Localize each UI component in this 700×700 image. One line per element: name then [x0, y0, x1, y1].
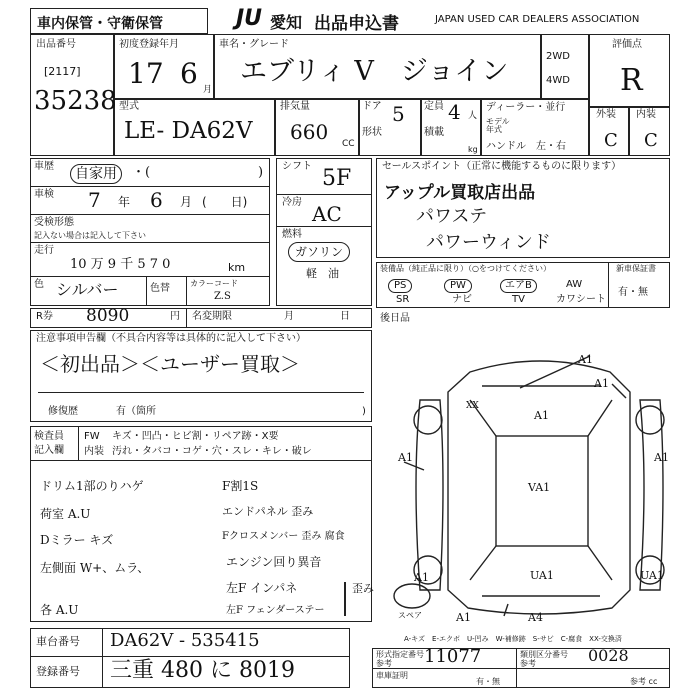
reg-month: 6 [180, 57, 198, 90]
first-reg-label: 初度登録年月 [119, 39, 179, 50]
inspector-label-1: 検査員 [34, 431, 64, 442]
color-label: 色 [34, 279, 44, 290]
change-day: 日 [340, 311, 350, 322]
inspect-note-r5: 左F インパネ [226, 581, 298, 595]
damage-mark-9: UA1 [530, 569, 554, 582]
damage-mark-12: A4 [528, 611, 543, 624]
damage-mark-3: XX [466, 401, 479, 411]
insp-year-unit: 年 [118, 195, 131, 209]
storage-tag-text: 車内保管・守衛保管 [37, 16, 163, 32]
fuel-alt: 軽 油 [306, 267, 339, 280]
mileage-unit: km [228, 261, 246, 274]
damage-mark-2: A1 [594, 377, 609, 390]
lot-label: 出品番号 [36, 39, 76, 50]
eq-seat: カワシート [556, 294, 606, 305]
displacement-label: 排気量 [280, 101, 310, 112]
model-value: LE- DA62V [124, 118, 253, 144]
insp-year: 7 [88, 188, 101, 212]
logo-city: 愛知 [270, 13, 303, 32]
type-cert-label: 形式指定番号 [376, 650, 424, 659]
insp-month: 6 [150, 188, 163, 212]
lot-small: [2117] [44, 65, 81, 78]
color-code-label: カラーコード [190, 279, 238, 288]
notes-text: ＜初出品＞＜ユーザー買取＞ [40, 352, 300, 376]
interior-label: 内装 [636, 109, 656, 120]
inspect-note-3: Dミラー キズ [40, 533, 114, 547]
rear-items-label: 後日品 [380, 313, 410, 324]
fw-items: キズ・凹凸・ヒビ割・リペア跡・X要 [112, 431, 279, 442]
load-label: 積載 [424, 127, 444, 138]
type-cert-value: 11077 [424, 646, 482, 667]
drive-2wd: 2WD [546, 51, 570, 62]
recycle-label: R券 [36, 311, 53, 322]
shift-label: シフト [282, 161, 312, 172]
warranty-value: 有・無 [618, 287, 648, 298]
sales-points-label: セールスポイント（正常に機能するものに限ります） [382, 161, 622, 172]
repair-value: 有（箇所 [116, 406, 156, 417]
damage-mark-10: UA1 [640, 569, 664, 582]
dealer-label: ディーラー・並行 [486, 102, 566, 113]
displacement-unit: CC [342, 139, 355, 149]
damage-mark-8: A1 [414, 571, 429, 584]
chassis-value: DA62V - 535415 [110, 630, 260, 651]
inspect-note-r2: エンドパネル 歪み [222, 505, 314, 518]
inspect-note-r3: Fクロスメンバー 歪み 腐食 [222, 531, 345, 542]
interior-inspect-label: 内装 [84, 446, 104, 457]
damage-mark-1: A1 [578, 353, 593, 366]
exterior-label: 外装 [596, 109, 616, 120]
spare-label: スペア [398, 611, 422, 620]
fw-label: FW [84, 431, 100, 442]
ref-cc: 参考 cc [630, 677, 658, 686]
form-title: 出品申込書 [314, 14, 399, 34]
sales-point-2: パワーウィンド [426, 232, 551, 253]
exterior-grade: C [604, 130, 618, 151]
insp-day: ( 日) [202, 195, 248, 209]
damage-mark-7: A1 [654, 451, 669, 464]
drive-4wd: 4WD [546, 75, 570, 86]
recycle-unit: 円 [170, 311, 180, 322]
change-deadline-label: 名変期限 [192, 311, 232, 322]
color-code-value: Z.S [214, 291, 231, 302]
class-value: 0028 [588, 646, 629, 665]
inspect-note-4: 左側面 W+、ムラ、 [40, 561, 150, 575]
inspection-label: 車検 [34, 189, 54, 200]
car-name: エブリィ V ジョイン [240, 56, 509, 87]
damage-mark-5: A1 [398, 451, 413, 464]
capacity-unit: 人 [468, 111, 478, 121]
inspect-note-r6: 左F フェンダーステー [226, 605, 325, 616]
damage-mark-11: A1 [456, 611, 471, 624]
color-value: シルバー [56, 280, 119, 299]
inspect-note-r4: エンジン回り異音 [226, 555, 322, 569]
month-unit: 月 [203, 85, 213, 95]
recycle-value: 8090 [86, 306, 130, 326]
eq-sr: SR [396, 294, 410, 305]
inspect-note-2: 荷室 A.U [40, 507, 91, 521]
eq-aw: AW [566, 279, 583, 290]
inspect-note-r1: F割1S [222, 479, 259, 493]
capacity-label: 定員 [424, 101, 444, 112]
damage-legend: A-キズ E-エクボ U-凹み W-補修跡 S-サビ C-腐食 XX-交換済 [404, 635, 622, 643]
handle-label: ハンドル 左・右 [486, 141, 566, 152]
class-ref: 参考 [520, 659, 536, 668]
eq-tv: TV [512, 294, 525, 305]
damage-mark-6: VA1 [528, 481, 551, 494]
chassis-label: 車台番号 [36, 635, 80, 648]
fuel-value: ガソリン [288, 242, 350, 262]
lot-number: 35238 [34, 86, 117, 116]
fuel-label: 燃料 [282, 229, 302, 240]
aircon-label: 冷房 [282, 197, 302, 208]
inspect-note-r-side: 歪み [352, 582, 374, 595]
plate-value: 三重 480 に 8019 [110, 658, 295, 683]
capacity-value: 4 [448, 100, 461, 124]
usage-close: ) [258, 165, 264, 180]
shift-value: 5F [322, 166, 352, 191]
car-name-label: 車名・グレード [219, 39, 289, 50]
notes-label: 注意事項申告欄（不具合内容等は具体的に記入して下さい） [36, 333, 306, 344]
interior-inspect-items: 汚れ・タバコ・コゲ・穴・スレ・キレ・破レ [112, 446, 312, 457]
displacement-value: 660 [290, 120, 329, 144]
reg-year: 17 [128, 57, 164, 90]
doors-label: ドア [362, 101, 382, 112]
warranty-label: 新車保証書 [616, 264, 656, 273]
eq-pw: PW [444, 279, 472, 293]
doors-value: 5 [392, 102, 405, 126]
interior-grade: C [644, 130, 658, 151]
grade-value: R [620, 63, 643, 98]
inspector-label-2: 記入欄 [34, 445, 64, 456]
inspect-note-5: 各 A.U [40, 603, 79, 617]
mileage-value: 10 万 9 千 5 7 0 [70, 257, 171, 272]
model-year-label: モデル 年式 [486, 117, 510, 134]
cert-value: 有・無 [476, 677, 500, 686]
damage-mark-4: A1 [534, 409, 549, 422]
cert-label: 車庫証明 [376, 671, 408, 680]
eq-navi: ナビ [452, 294, 472, 305]
repair-label: 修復歴 [48, 406, 78, 417]
plate-label: 登録番号 [36, 665, 80, 678]
association-name: JAPAN USED CAR DEALERS ASSOCIATION [435, 14, 640, 25]
load-unit: kg [468, 145, 478, 154]
aircon-value: AC [312, 202, 342, 226]
eq-airbag: エアB [500, 279, 537, 293]
model-label: 型式 [119, 101, 139, 112]
sales-point-1: パワステ [416, 206, 488, 227]
receive-label: 受検形態 [34, 217, 74, 228]
sales-headline: アップル買取店出品 [384, 183, 536, 203]
usage-value: 自家用 [70, 164, 122, 184]
equipment-label: 装備品（純正品に限り）（○をつけてください） [380, 264, 551, 273]
shape-label: 形状 [362, 127, 382, 138]
color-change-label: 色替 [150, 283, 170, 294]
usage-label: 車歴 [34, 161, 54, 172]
grade-label: 評価点 [612, 39, 642, 50]
usage-suffix: ・( [132, 165, 151, 180]
ju-logo: JU [236, 6, 263, 31]
class-label: 類別区分番号 [520, 650, 568, 659]
change-month: 月 [284, 311, 294, 322]
type-cert-ref: 参考 [376, 659, 392, 668]
receive-note: 記入ない場合は記入して下さい [34, 231, 146, 240]
inspect-note-1: ドリム1部のりハゲ [40, 479, 144, 493]
eq-ps: PS [388, 279, 412, 293]
insp-month-unit: 月 [180, 195, 193, 209]
mileage-label: 走行 [34, 245, 54, 256]
repair-close: ) [362, 406, 366, 417]
